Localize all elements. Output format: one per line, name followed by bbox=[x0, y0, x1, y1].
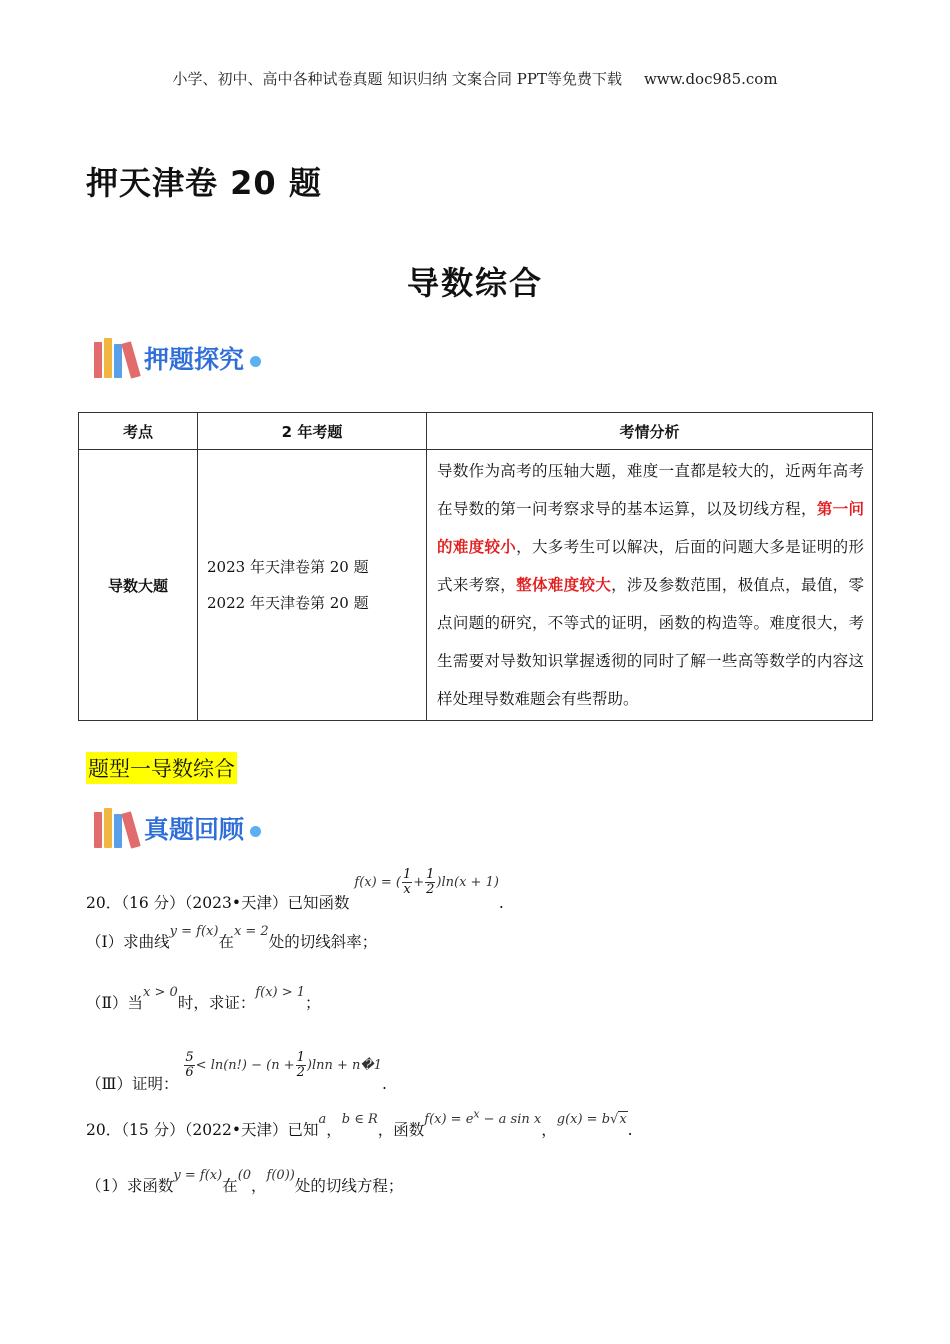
q2023-part1-text: （Ⅰ）求曲线 bbox=[86, 933, 170, 951]
books-icon bbox=[94, 808, 136, 848]
books-icon bbox=[94, 338, 136, 378]
formula-b-in-R: b ∈ R bbox=[341, 1112, 378, 1127]
q2023-part1-text: 处的切线斜率； bbox=[268, 933, 378, 951]
formula-f0: f(0)) bbox=[266, 1168, 295, 1183]
formula-point: (0 bbox=[237, 1168, 252, 1183]
col-header-analysis: 考情分析 bbox=[427, 413, 873, 450]
formula-fx-gt-1: f(x) > 1 bbox=[255, 985, 306, 1000]
q2022-stem-text: ， bbox=[326, 1121, 342, 1139]
table-row bbox=[79, 450, 873, 721]
q2022-part1-text: （1）求函数 bbox=[86, 1177, 174, 1195]
formula-x-2: x = 2 bbox=[233, 924, 269, 939]
page-title: 押天津卷 20 题 bbox=[86, 164, 322, 202]
analysis-highlight: 整体难度较大 bbox=[516, 576, 612, 594]
formula-y-fx: y = f(x) bbox=[173, 1168, 223, 1183]
question-type-heading: 题型一导数综合 bbox=[86, 752, 237, 784]
analysis-text: 导数作为高考的压轴大题，难度一直都是较大的，近两年高考在导数的第一问考察求导的基本运算，以及切线方程， bbox=[437, 462, 864, 518]
q2022-part1-text: 处的切线方程； bbox=[294, 1177, 404, 1195]
formula-f-2023: f (x) = ( $\frac{1}{x}$ + $\frac{1}{2}$ )ln(x + 1) bbox=[354, 867, 499, 897]
q2023-part1-text: 在 bbox=[218, 933, 234, 951]
table-header-row bbox=[79, 413, 873, 450]
formula-x-gt-0: x > 0 bbox=[143, 985, 178, 1000]
analysis-highlight: 第一问的难度较小 bbox=[437, 500, 864, 556]
explore-banner-label: 押题探究 bbox=[144, 345, 245, 374]
year-item: 2023 年天津卷第 20 题 bbox=[207, 558, 369, 576]
formula-gx: g(x) = b√x bbox=[556, 1112, 627, 1127]
formula-y-fx: y = f(x) bbox=[169, 924, 219, 939]
analysis-cell bbox=[427, 450, 873, 721]
q2022-stem-text: 20．（15 分）（2022•天津）已知 bbox=[86, 1121, 319, 1139]
q2023-part2-text: ； bbox=[305, 994, 321, 1012]
q2022-part1-text: 在 bbox=[222, 1177, 238, 1195]
col-header-topic: 考点 bbox=[79, 413, 198, 450]
q2022-stem: 20．（15 分）（2022•天津）已知$^a$，$^{b \in R}$，函数$^{f(x) = e^x - a sin x}$，$^{g(x) = b√x}$. bbox=[86, 1107, 633, 1139]
col-header-years: 2 年考题 bbox=[198, 413, 427, 450]
dot-icon bbox=[250, 356, 261, 367]
q2022-stem-text: ，函数 bbox=[377, 1121, 425, 1139]
years-cell bbox=[198, 450, 427, 721]
header-text: 小学、初中、高中各种试卷真题 知识归纳 文案合同 PPT等免费下载 bbox=[172, 70, 622, 88]
q2023-part1 bbox=[86, 924, 378, 952]
q2023-stem-text: 20．（16 分）（2023•天津）已知函数 bbox=[86, 894, 350, 912]
formula-a: a bbox=[318, 1112, 327, 1127]
q2023-part2-text: 时，求证： bbox=[177, 994, 256, 1012]
formula-fx-2022: f(x) = ex − a sin x bbox=[424, 1107, 542, 1127]
q2023-part3: （Ⅲ）证明： $\frac{5}{6}$ < ln(n!) − (n + $\frac{1}{2}$ )lnn + n�1 . bbox=[86, 1050, 387, 1093]
q2023-stem: 20．（16 分）（2023•天津）已知函数 f (x) = ( $\frac{1}{x}$ + $\frac{1}{2}$ )ln(x + 1) . bbox=[86, 867, 504, 912]
formula-inequality: $\frac{5}{6}$ < ln(n!) − (n + $\frac{1}{2}$ )lnn + n�1 bbox=[185, 1050, 382, 1080]
analysis-text: ，大多考生可以解决，后面的问题大多是证明的形式来考察， bbox=[437, 538, 864, 594]
review-banner-label: 真题回顾 bbox=[144, 815, 245, 844]
page-subtitle: 导数综合 bbox=[406, 264, 543, 302]
review-banner bbox=[94, 806, 261, 850]
analysis-text: ，涉及参数范围，极值点，最值，零点问题的研究，不等式的证明，函数的构造等。难度很大，考生需要对导数知识掌握透彻的同时了解一些高等数学的内容这样处理导数难题会有些帮助。 bbox=[437, 576, 864, 708]
topic-cell: 导数大题 bbox=[79, 450, 198, 721]
q2023-part2-text: （Ⅱ）当 bbox=[86, 994, 144, 1012]
header-site[interactable]: www.doc985.com bbox=[643, 70, 778, 88]
q2022-part1: （1）求函数$^{y = f(x)}$在$^{(0}$，$^{f(0))}$处的切线方程； bbox=[86, 1168, 404, 1195]
explore-banner bbox=[94, 336, 261, 380]
year-item: 2022 年天津卷第 20 题 bbox=[207, 594, 369, 612]
page-header bbox=[0, 68, 950, 89]
q2023-part3-text: （Ⅲ）证明： bbox=[86, 1075, 179, 1093]
q2023-part2 bbox=[86, 985, 321, 1013]
dot-icon bbox=[250, 826, 261, 837]
analysis-table bbox=[78, 412, 873, 721]
